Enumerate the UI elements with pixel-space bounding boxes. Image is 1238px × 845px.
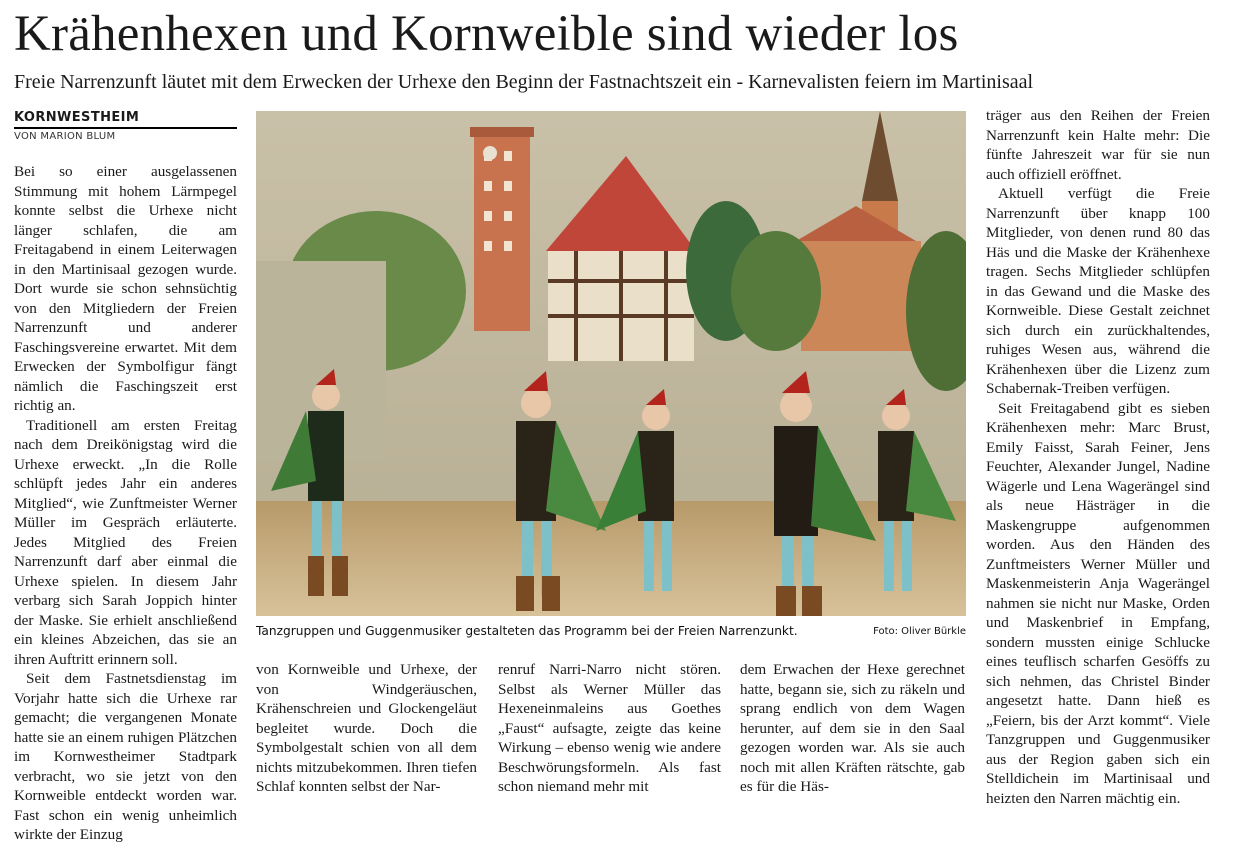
article-photo — [256, 111, 966, 616]
caption-text: Tanzgruppen und Guggenmusiker gestalteten das Programm bei der Freien Narrenzunkt. — [256, 624, 798, 638]
paragraph: Seit dem Fastnetsdienstag im Vorjahr hatte sich die Urhexe rar gemacht; die vergangenen Monate hatte sie an einem ruhigen Plätzchen im Kornwestheimer Stadtpark verbracht, wo sie jetzt von den Kornweible entdeckt worden war. Fast schon ein wenig unheimlich wirkte der Einzug — [14, 670, 237, 843]
article-column-5 — [986, 106, 1210, 808]
paragraph: Aktuell verfügt die Freie Narrenzunft über knapp 100 Mitglieder, von denen rund 80 das Häs und die Maske der Krähenhexe tragen. Sechs Mitglieder schlüpfen in das Gewand und die Maske des Kornweible. Diese Gestalt zeichnet sich durch ein zurückhaltendes, ruhiges Wesen aus, während die Krähenhexen über die Lizenz zum Schabernak-Treiben verfügen. — [986, 185, 1210, 397]
subheadline: Freie Narrenzunft läutet mit dem Erwecken der Urhexe den Beginn der Fastnachtszeit ein - Karnevalisten feiern im Martinisaal — [14, 71, 1034, 93]
paragraph: von Kornweible und Urhexe, der von Windgeräuschen, Krähenschreien und Glockengeläut begleitet wurde. Doch die Symbolgestalt schien von all dem nichts mitzubekommen. Ihren tiefen Schlaf konnten selbst der Nar- — [256, 661, 477, 795]
dance-stage-photo — [256, 111, 966, 616]
paragraph: Bei so einer ausgelassenen Stimmung mit hohem Lärmpegel konnte selbst die Urhexe nicht länger schlafen, die am Freitagabend in einem Leiterwagen in den Martinisaal gezogen wurde. Dort wurde sie schon sehnsüchtig von den Mitgliedern der Freien Narrenzunft und anderer Faschingsvereine erwartet. Mit dem Erwecken der Symbolfigur fängt nämlich die Faschingszeit erst richtig an. — [14, 163, 237, 414]
paragraph: renruf Narri-Narro nicht stören. Selbst als Werner Müller das Hexeneinmaleins aus Goethes „Faust“ aufsagte, zeigte das keine Wirkung – ebenso wenig wie andere Beschwörungsformeln. Als fast schon niemand mehr mit — [498, 661, 721, 795]
paragraph: dem Erwachen der Hexe gerechnet hatte, begann sie, sich zu räkeln und sprang endlich von dem Wagen herunter, auf dem sie in den Saal gezogen worden war. Als sie auch noch mit allen Kräften rätschte, gab es für die Häs- — [740, 661, 965, 795]
article-column-2 — [256, 660, 477, 797]
paragraph: träger aus den Reihen der Freien Narrenzunft kein Halte mehr: Die fünfte Jahreszeit war für sie nun auch offiziell eröffnet. — [986, 107, 1210, 183]
kicker-location: KORNWESTHEIM — [14, 110, 237, 129]
article-column-3 — [498, 660, 721, 797]
article-column-1 — [14, 162, 237, 845]
paragraph: Traditionell am ersten Freitag nach dem Dreikönigstag wird die Urhexe erweckt. „In die Rolle schlüpft jedes Jahr ein anderes Mitglied“, wie Zunftmeister Werner Müller im Gespräch erläuterte. Jedes Mitglied des Freien Narrenzunft darf aber einmal die Urhexe spielen. In diesem Jahr verbarg sich Sarah Joppich hinter der Maske. Sie erhielt anschließend ein kleines Abzeichen, das sie an ihren Auftritt erinnern soll. — [14, 416, 237, 668]
photo-caption — [256, 623, 966, 639]
article-column-4 — [740, 660, 965, 797]
paragraph: Seit Freitagabend gibt es sieben Krähenhexen mehr: Marc Brust, Emily Faisst, Sarah Feiner, Jens Feuchter, Alexander Jungel, Nadine Wägerle und Lena Wagerängel sind als neue Hästräger in die Maskengruppe aufgenommen worden. Aus den Händen des Zunftmeisters Werner Müller und Maskenmeisterin Anja Wagerängel nahmen sie nicht nur Maske, Orden und Maskenbrief in Empfang, sondern mussten einige Schlucke eines teuflisch scharfen Gesöffs zu sich nehmen, das Christel Binder angesetzt hatte. Dann hieß es „Feiern, bis der Arzt kommt“. Viele Tanzgruppen und Guggenmusiker aus der Region gaben sich ein Stelldichein im Martinisaal und heizten den Narren mächtig ein. — [986, 399, 1210, 807]
byline: VON MARION BLUM — [14, 131, 116, 142]
photo-credit: Foto: Oliver Bürkle — [873, 626, 966, 637]
headline: Krähenhexen und Kornweible sind wieder los — [14, 6, 959, 62]
